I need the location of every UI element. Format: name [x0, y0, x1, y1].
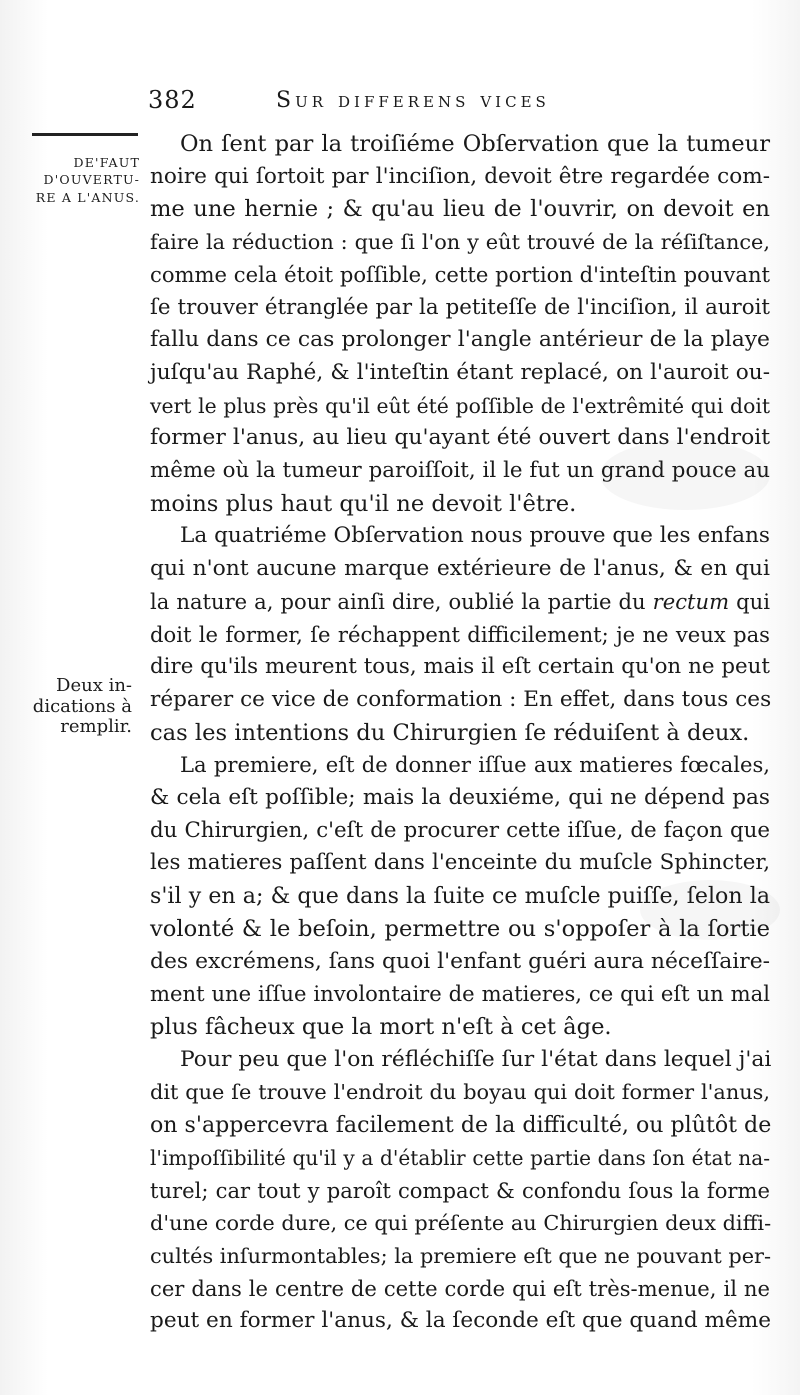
text-line: l'impoſſibilité qu'il y a d'établir cette partie dans ſon état na- — [150, 1145, 770, 1170]
text-line: vert le plus près qu'il eût été poſſible de l'extrêmité qui doit — [150, 393, 770, 418]
text-line: cultés inſurmontables; la premiere eſt que ne pouvant per- — [150, 1243, 772, 1268]
text-line: juſqu'au Raphé, & l'inteſtin étant replacé, on l'auroit ou- — [150, 359, 770, 385]
paragraph — [150, 520, 770, 749]
italic-word: rectum — [652, 588, 730, 614]
text-line: on s'appercevra facilement de la difficulté, ou plûtôt de — [150, 1112, 772, 1139]
text-line: les matieres paſſent dans l'enceinte du muſcle Sphincter, — [150, 850, 770, 876]
text-line: comme cela étoit poſſible, cette portion d'inteſtin pouvant — [150, 261, 770, 287]
page-number: 382 — [148, 86, 197, 114]
text-line: On ſent par la troiſiéme Obſervation que la tumeur — [180, 131, 770, 157]
text-line: La quatriéme Obſervation nous prouve que les enfans — [180, 523, 770, 549]
text-line: qui n'ont aucune marque extérieure de l'anus, & en qui — [150, 556, 770, 582]
text-line: des excrémens, ſans quoi l'enfant guéri aura néceſſaire- — [150, 948, 770, 974]
text-line: La premiere, eſt de donner iſſue aux matieres fœcales, — [180, 752, 770, 778]
text-line: faire la réduction : que ſi l'on y eût trouvé de la réſiſtance, — [150, 230, 770, 255]
text-line: & cela eſt poſſible; mais la deuxiéme, qui ne dépend pas — [150, 785, 770, 811]
text-line: d'une corde dure, ce qui préſente au Chirurgien deux diffi- — [150, 1211, 772, 1236]
text-line: former l'anus, au lieu qu'ayant été ouvert dans l'endroit — [150, 425, 770, 451]
text-line: dit que ſe trouve l'endroit du boyau qui doit former l'anus, — [150, 1080, 770, 1105]
text-line: la nature a, pour ainſi dire, oublié la partie du rectum qui — [150, 588, 770, 614]
text-line: fallu dans ce cas prolonger l'angle antérieur de la playe — [150, 327, 770, 353]
margin-note-line: remplir. — [60, 716, 132, 738]
margin-note-deux-indications — [12, 676, 132, 738]
text-line: cer dans le centre de cette corde qui eſt très-menue, il ne — [150, 1275, 770, 1301]
text-line: ment une iſſue involontaire de matieres, ce qui eſt un mal — [150, 981, 770, 1007]
margin-note-defaut-ouverture — [18, 156, 140, 208]
text-line: dire qu'ils meurent tous, mais il eſt certain qu'on ne peut — [150, 654, 770, 680]
text-line: Pour peu que l'on réfléchiſſe ſur l'état dans lequel j'ai — [180, 1046, 772, 1072]
text-line: turel; car tout y paroît compact & confondu ſous la forme — [150, 1177, 770, 1203]
text-line: me une hernie ; & qu'au lieu de l'ouvrir, on devoit en — [150, 196, 770, 223]
text-line: plus fâcheux que la mort n'eſt à cet âge. — [150, 1013, 612, 1040]
text-line: s'il y en a; & que dans la ſuite ce muſcle puiſſe, ſelon la — [150, 883, 770, 910]
margin-note-line: dications à — [32, 695, 132, 717]
text-line: même où la tumeur paroiſſoit, il le fut un grand pouce au — [150, 458, 770, 484]
text-line: doit le former, ſe réchappent difficilement; je ne veux pas — [150, 621, 770, 647]
running-title: Sur differens vices — [276, 88, 550, 113]
text-line: peut en former l'anus, & la ſeconde eſt que quand même — [150, 1308, 772, 1334]
text-line: moins plus haut qu'il ne devoit l'être. — [150, 490, 577, 517]
paragraph — [150, 128, 770, 520]
margin-rule — [32, 133, 138, 136]
text-line: cas les intentions du Chirurgien ſe réduiſent à deux. — [150, 719, 750, 746]
text-line: réparer ce vice de conformation : En effet, dans tous ces — [150, 686, 772, 712]
margin-note-line: DE'FAUT — [73, 155, 140, 170]
paragraph — [150, 1044, 770, 1338]
margin-note-line: RE A L'ANUS. — [35, 189, 140, 205]
running-head — [148, 86, 798, 120]
margin-note-line: Deux in- — [56, 675, 132, 696]
margin-note-line: D'OUVERTU- — [43, 172, 140, 188]
paragraph — [150, 749, 770, 1043]
body-text — [150, 128, 770, 1338]
text-line: volonté & le beſoin, permettre ou s'oppoſer à la ſortie — [150, 915, 770, 942]
text-line: du Chirurgien, c'eſt de procurer cette iſſue, de façon que — [150, 817, 770, 843]
text-line: ſe trouver étranglée par la petiteſſe de l'inciſion, il auroit — [150, 294, 770, 320]
text-line: noire qui ſortoit par l'inciſion, devoit être regardée com- — [150, 163, 770, 189]
